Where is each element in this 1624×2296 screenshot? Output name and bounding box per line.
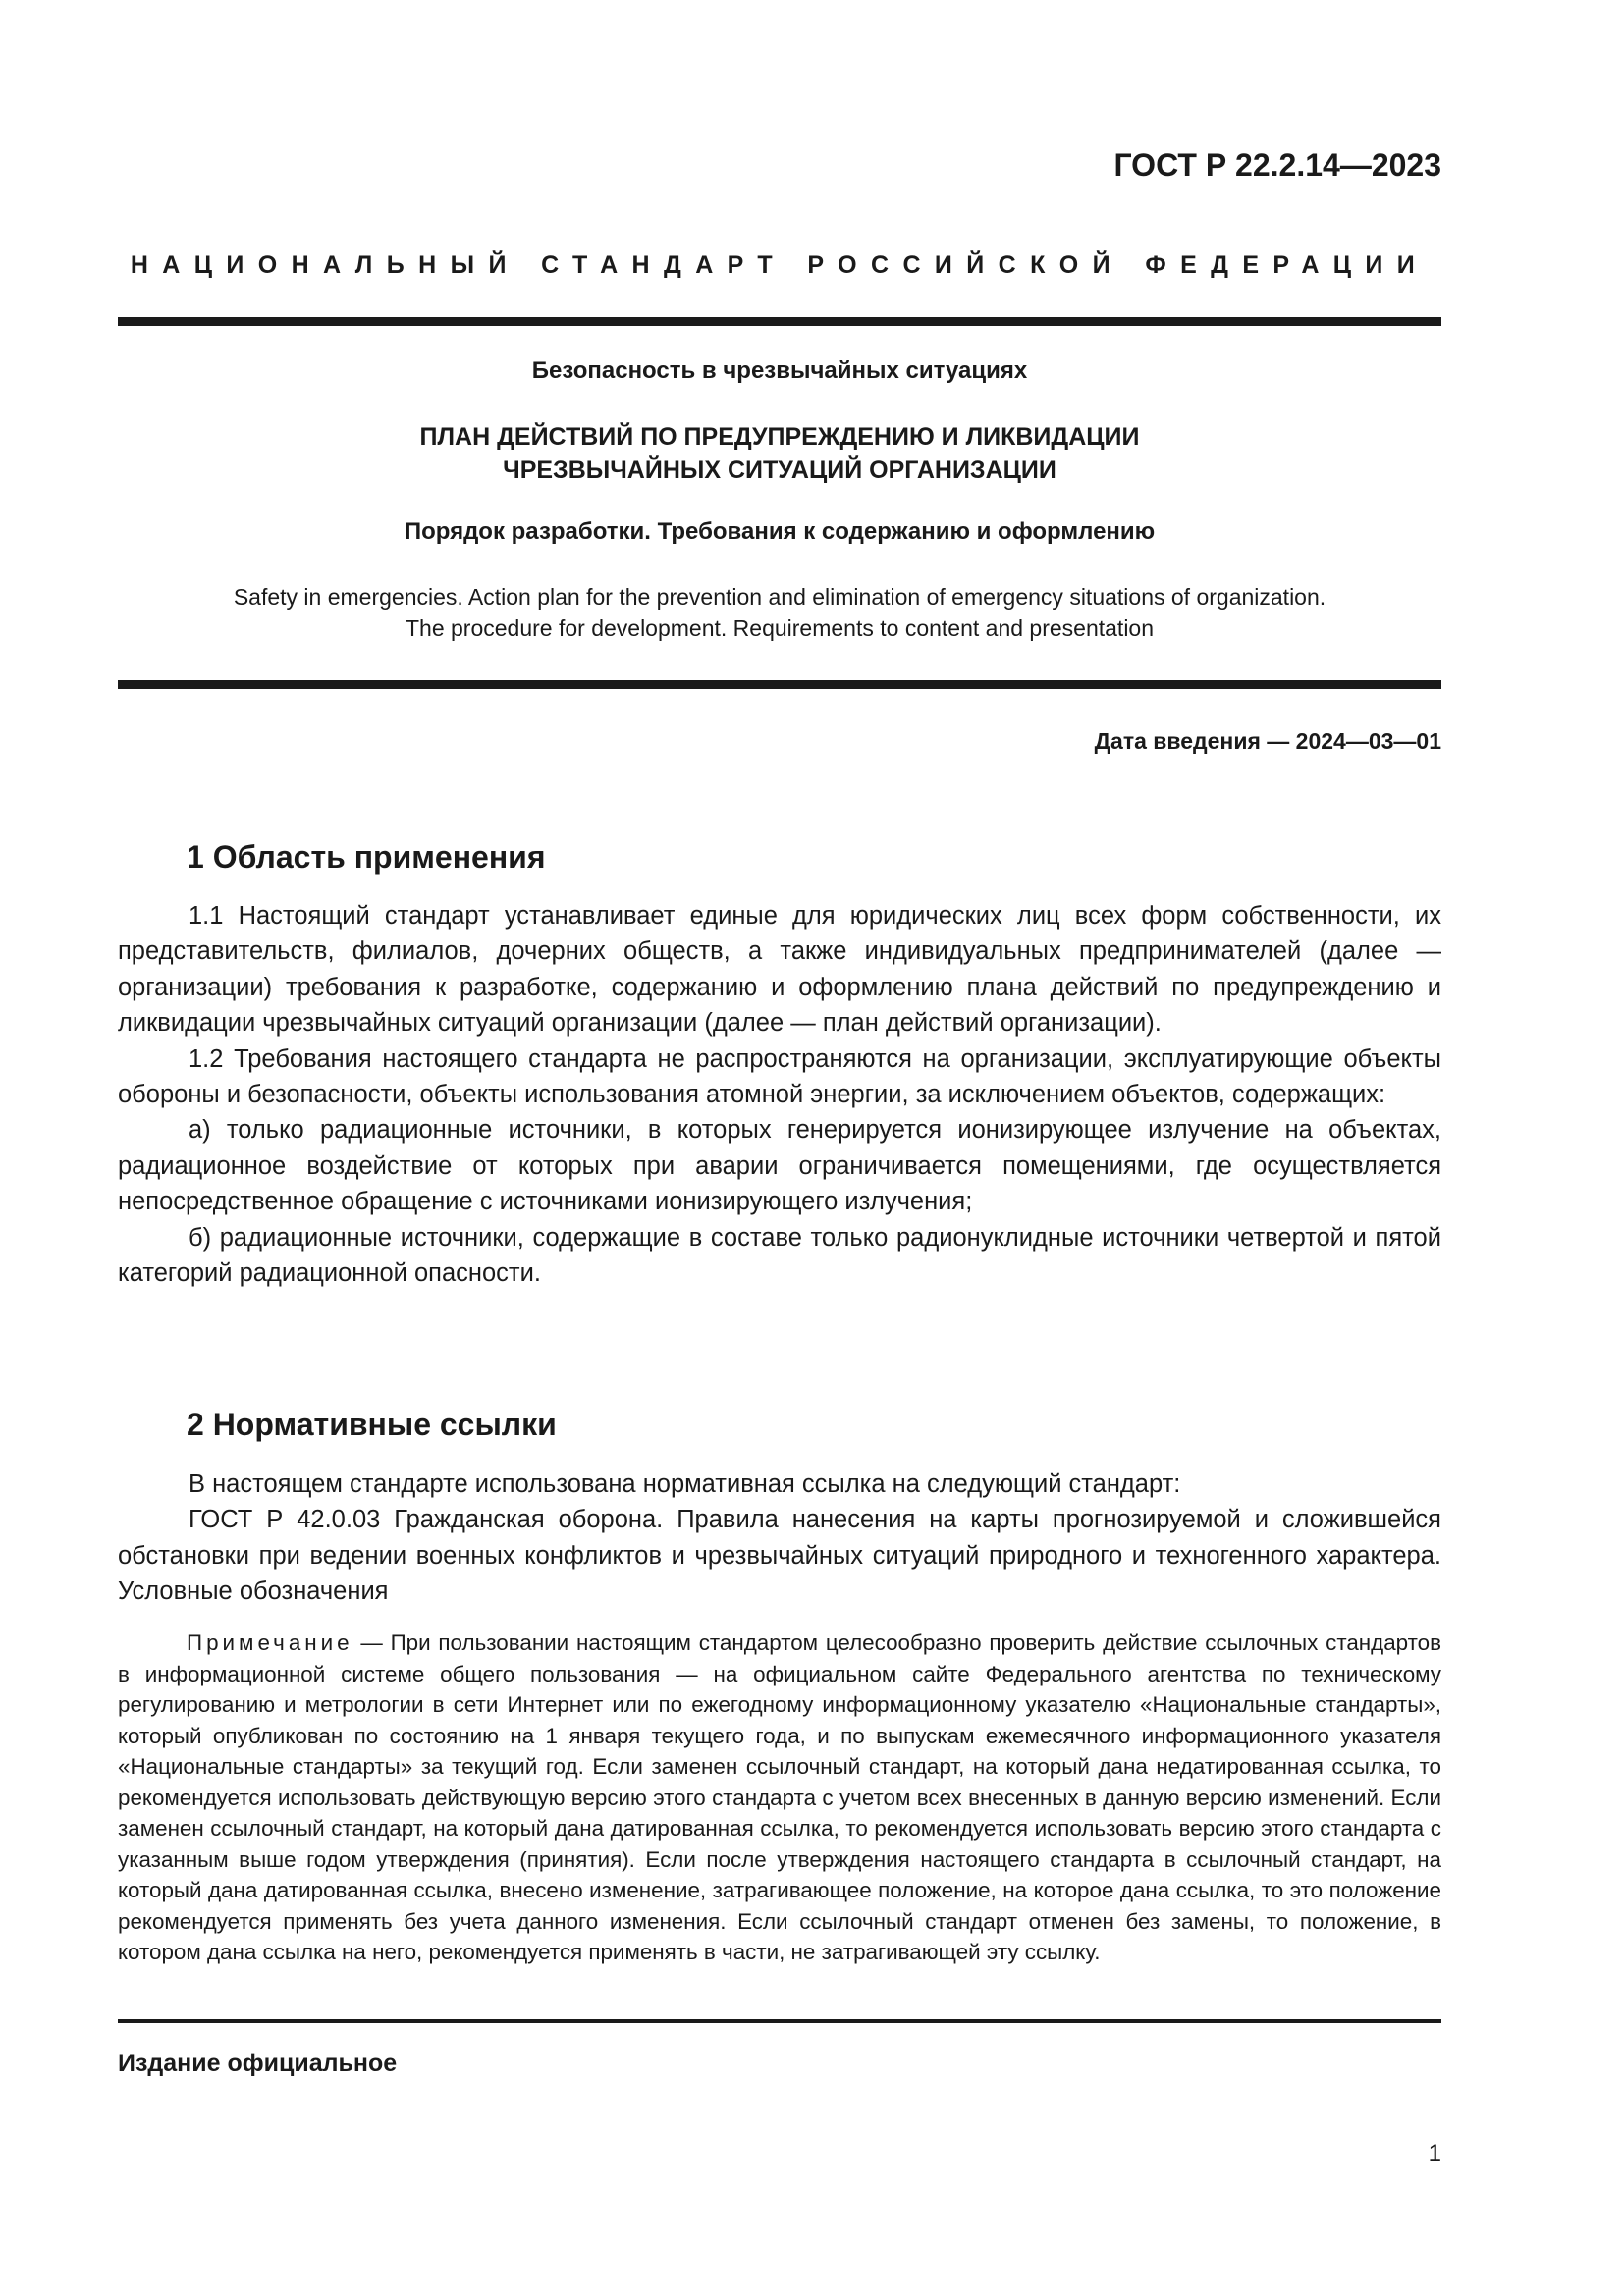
subject-line: Безопасность в чрезвычайных ситуациях: [531, 357, 1028, 384]
section-1-heading: 1 Область применения: [187, 839, 546, 875]
document-title: [118, 420, 1441, 487]
official-edition-label: Издание официальное: [118, 2050, 398, 2077]
footer-rule: [118, 2019, 1441, 2023]
page-number: 1: [1428, 2140, 1441, 2166]
list-item-a: а) только радиационные источники, в которых генерируется ионизирующее излучение на объектах, радиационное воздействие от которых при аварии ограничивается помещениями, где осуществляется непосредственное обращение с источниками ионизирующего излучения;: [118, 1116, 1441, 1216]
document-subtitle: Порядок разработки. Требования к содержанию и оформлению: [404, 518, 1156, 545]
note-text: — При пользовании настоящим стандартом целесообразно проверить действие ссылочных стандартов в информационной системе общего пользования — на официальном сайте Федерального агентства по техническому регулированию и метрологии в сети Интернет или по ежегодному информационному указателю «Национальные стандарты», который опубликован по состоянию на 1 января текущего года, и по выпускам ежемесячного информационного указателя «Национальные стандарты» за текущий год. Если заменен ссылочный стандарт, на который дана недатированная ссылка, то рекомендуется использовать действующую версию этого стандарта с учетом всех внесенных в данную версию изменений. Если заменен ссылочный стандарт, на который дана датированная ссылка, то рекомендуется использовать версию этого стандарта с указанным выше годом утверждения (принятия). Если после утверждения настоящего стандарта в ссылочный стандарт, на который дана датированная ссылка, внесено изменение, затрагивающее положение, на которое дана ссылка, то это положение рекомендуется применять без учета данного изменения. Если ссылочный стандарт отменен без замены, то положение, в котором дана ссылка на него, рекомендуется применять в части, не затрагивающей эту ссылку.: [118, 1630, 1441, 1964]
english-title-line-2: The procedure for development. Requirements to content and presentation: [405, 615, 1155, 641]
document-number: ГОСТ Р 22.2.14—2023: [1113, 147, 1441, 183]
introduction-date: Дата введения — 2024—03—01: [1094, 728, 1441, 754]
references-intro: В настоящем стандарте использована нормативная ссылка на следующий стандарт:: [189, 1470, 1181, 1498]
paragraph-1-1: 1.1 Настоящий стандарт устанавливает единые для юридических лиц всех форм собственности, их представительств, филиалов, дочерних обществ, а также индивидуальных предпринимателей (далее — организации) требования к разработке, содержанию и оформлению плана действий по предупреждению и ликвидации чрезвычайных ситуаций организации (далее — план действий организации).: [118, 902, 1441, 1038]
note-label: Примечание: [187, 1630, 353, 1655]
top-rule: [118, 317, 1441, 326]
note-block: [118, 1628, 1441, 1968]
list-item-b: б) радиационные источники, содержащие в составе только радионуклидные источники четвертой и пятой категорий радиационной опасности.: [118, 1223, 1441, 1288]
reference-item: ГОСТ Р 42.0.03 Гражданская оборона. Правила нанесения на карты прогнозируемой и сложившейся обстановки при ведении военных конфликтов и чрезвычайных ситуаций природного и техногенного характера. Условные обозначения: [118, 1506, 1441, 1606]
english-title: [118, 581, 1441, 644]
section-1-body: [118, 898, 1441, 1291]
note-paragraph: [118, 1628, 1441, 1968]
paragraph-1-2: 1.2 Требования настоящего стандарта не распространяются на организации, эксплуатирующие объекты обороны и безопасности, объекты использования атомной энергии, за исключением объектов, содержащих:: [118, 1044, 1441, 1109]
title-line-1: ПЛАН ДЕЙСТВИЙ ПО ПРЕДУПРЕЖДЕНИЮ И ЛИКВИДАЦИИ: [419, 423, 1140, 451]
english-title-line-1: Safety in emergencies. Action plan for the prevention and elimination of emergency situations of organization.: [233, 584, 1326, 610]
national-standard-banner: НАЦИОНАЛЬНЫЙ СТАНДАРТ РОССИЙСКОЙ ФЕДЕРАЦИИ: [130, 251, 1430, 279]
section-2-body: [118, 1467, 1441, 1610]
title-bottom-rule: [118, 680, 1441, 689]
title-line-2: ЧРЕЗВЫЧАЙНЫХ СИТУАЦИЙ ОРГАНИЗАЦИИ: [503, 456, 1056, 484]
section-2-heading: 2 Нормативные ссылки: [187, 1407, 557, 1442]
